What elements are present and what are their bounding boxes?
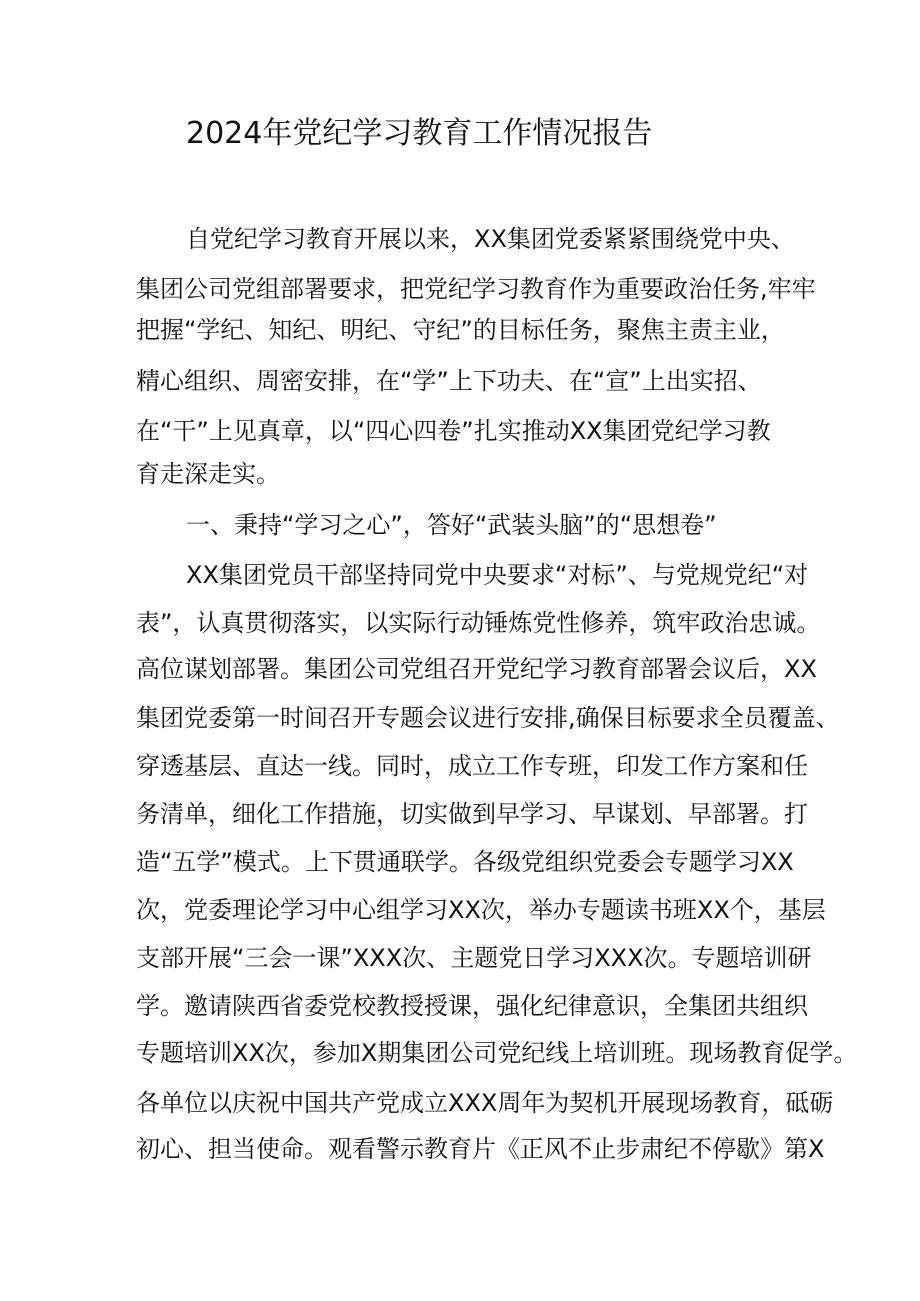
paragraph-line: XX集团党员干部坚持同党中央要求“对标”、与党规党纪“对 xyxy=(186,561,809,589)
paragraph-line: 育走深走实。 xyxy=(136,460,280,488)
paragraph-line: 务清单，细化工作措施，切实做到早学习、早谋划、早部署。打 xyxy=(136,800,808,828)
paragraph-line: 初心、担当使命。观看警示教育片《正风不止步肃纪不停歇》第X xyxy=(136,1135,825,1163)
paragraph-line: 精心组织、周密安排，在“学”上下功夫、在“宣”上出实招、 xyxy=(136,367,762,395)
paragraph-line: 集团公司党组部署要求，把党纪学习教育作为重要政治任务,牢牢 xyxy=(136,275,816,303)
paragraph-line: 自党纪学习教育开展以来，XX集团党委紧紧围绕党中央、 xyxy=(186,225,795,253)
paragraph-line: 各单位以庆祝中国共产党成立XXX周年为契机开展现场教育，砥砺 xyxy=(136,1089,834,1117)
paragraph-line: 支部开展“三会一课”XXX次、主题党日学习XXX次。专题培训研 xyxy=(136,944,812,972)
document-title: 2024年党纪学习教育工作情况报告 xyxy=(186,116,653,151)
paragraph-line: 表”，认真贯彻落实，以实际行动锤炼党性修养，筑牢政治忠诚。 xyxy=(136,609,821,637)
paragraph-line: 集团党委第一时间召开专题会议进行安排,确保目标要求全员覆盖、 xyxy=(136,704,840,732)
paragraph-line: 学。邀请陕西省委党校教授授课，强化纪律意识，全集团共组织 xyxy=(136,992,808,1020)
paragraph-line: 在“干”上见真章，以“四心四卷”扎实推动XX集团党纪学习教 xyxy=(136,417,771,445)
paragraph-line: 造“五学”模式。上下贯通联学。各级党组织党委会专题学习XX xyxy=(136,848,794,876)
section-heading: 一、秉持“学习之心”，答好“武装头脑”的“思想卷” xyxy=(186,511,717,539)
paragraph-line: 高位谋划部署。集团公司党组召开党纪学习教育部署会议后，XX xyxy=(136,655,817,683)
paragraph-line: 穿透基层、直达一线。同时，成立工作专班，印发工作方案和任 xyxy=(136,752,808,780)
paragraph-line: 把握“学纪、知纪、明纪、守纪”的目标任务，聚焦主责主业， xyxy=(136,316,785,344)
paragraph-line: 专题培训XX次，参加X期集团公司党纪线上培训班。现场教育促学。 xyxy=(136,1039,858,1067)
paragraph-line: 次，党委理论学习中心组学习XX次，举办专题读书班XX个，基层 xyxy=(136,896,826,924)
